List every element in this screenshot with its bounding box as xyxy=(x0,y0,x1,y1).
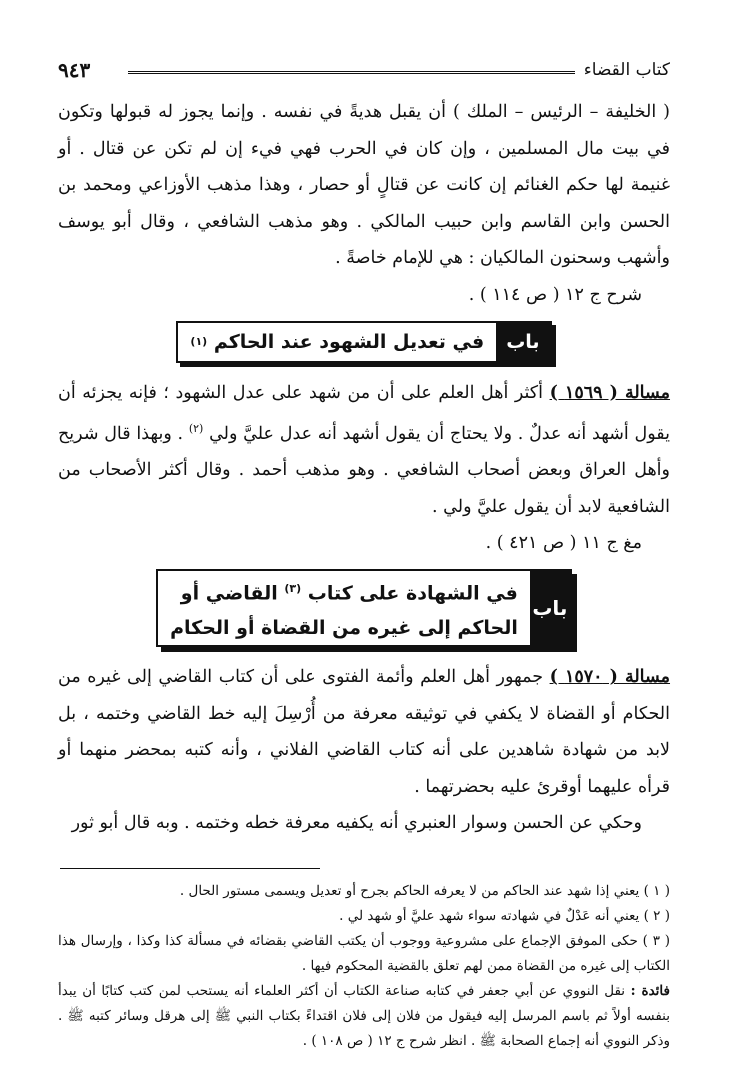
running-header xyxy=(58,60,670,86)
header-rule xyxy=(128,71,575,77)
chapter-title-2-line1b: القاضي أو xyxy=(180,582,285,605)
book-page xyxy=(58,60,670,1054)
chapter-heading-1 xyxy=(58,321,670,363)
footnote-3: ( ٣ ) حكى الموفق الإجماع على مشروعية ووجوب أن يكتب القاضي بقضائه في مسألة كذا وكذا ، وإرسال هذا الكتاب إلى غيره من القضاة ممن لهم تعلق بالقضية المحكوم فيها . xyxy=(58,932,670,974)
chapter-heading-2 xyxy=(58,569,670,647)
fawaid-note xyxy=(58,979,670,1054)
chapter-title-2 xyxy=(158,571,530,645)
masala-text-1b: . وبهذا قال شريح وأهل العراق وبعض أصحاب الشافعي . وهو مذهب أحمد . وقال أكثر الأصحاب من الشافعية لابد أن يقول عليَّ ولي . xyxy=(58,423,670,517)
footnote-marker-2: (٢) xyxy=(188,422,204,435)
book-title: كتاب القضاء xyxy=(583,60,670,80)
intro-paragraph: ( الخليفة – الرئيس – الملك ) أن يقبل هديةً في نفسه . وإنما يجوز له قبولها وتكون في بيت مال المسلمين ، وإن كان في الحرب فهي فيء إن لم تكن عن قتال . أو غنيمة لها حكم الغنائم إن كانت عن قتالٍ أو حصار ، وهذا مذهب الأوزاعي ومحمد بن الحسن وابن القاسم وابن حبيب المالكي . وهو مذهب الشافعي ، وقال أبو يوسف وأشهب وسحنون المالكيان : هي للإمام خاصةً . xyxy=(58,102,670,268)
fawaid-text: نقل النووي عن أبي جعفر في كتابه صناعة الكتاب أن أكثر العلماء أنه يستحب لمن كتب كتابًا أن يبدأ بنفسه أولاً ثم باسم المرسل إليه فيقول من فلان إلى فلان اقتداءً بكتاب النبي ﷺ إلى هرقل وسائر كتبه ﷺ . وذكر النووي أنه إجماع الصحابة ﷺ . انظر شرح ج ١٢ ( ص ١٠٨ ) . xyxy=(58,982,670,1049)
main-text xyxy=(58,94,670,277)
footnote-marker-1: (١) xyxy=(190,335,208,348)
masala-1570 xyxy=(58,659,670,842)
masala-label-2: مسالة ( ١٥٧٠ ) xyxy=(549,667,671,688)
masala-label-1: مسالة ( ١٥٦٩ ) xyxy=(549,382,671,403)
chapter-tag-2: باب xyxy=(530,571,570,645)
masala-text-2: جمهور أهل العلم وأئمة الفتوى على أن كتاب القاضي إلى غيره من الحكام أو القضاة لا يكفي في توثيقه معرفة من أُرْسِلَ إليه خط القاضي وختمه ، بل لابد من شهادة شاهدين على أنه كتاب القاضي الفلاني ، وأنه كتبه بمحضر منهما أو قرأه عليهما أوقرئ عليه بحضرتهما . xyxy=(58,667,670,797)
footnote-1: ( ١ ) يعني إذا شهد عند الحاكم من لا يعرفه الحاكم بجرح أو تعديل ويسمى مستور الحال . xyxy=(179,882,670,899)
chapter-title-2-line1 xyxy=(170,572,518,610)
chapter-title-2-line2: الحاكم إلى غيره من القضاة أو الحكام xyxy=(170,616,518,639)
chapter-tag-1: باب xyxy=(496,323,549,361)
footnote-2: ( ٢ ) يعني أنه عَدْلٌ في شهادته سواء شهد عليَّ أو شهد لي . xyxy=(339,907,670,924)
chapter-title-1-text: في تعديل الشهود عند الحاكم xyxy=(213,330,485,353)
masala-1-reference: مغ ج ١١ ( ص ٤٢١ ) . xyxy=(485,533,642,554)
page-number: ٩٤٣ xyxy=(58,58,91,82)
footnote-separator xyxy=(60,868,320,869)
masala-text-1a: أكثر أهل العلم على أن من شهد على عدل الشهود ؛ فإنه يجزئه أن يقول أشهد أنه عدلٌ . ولا يحتاج أن يقول أشهد أنه عدل عليَّ ولي xyxy=(58,382,670,444)
masala-2-continuation: وحكي عن الحسن وسوار العنبري أنه يكفيه معرفة خطه وختمه . وبه قال أبو ثور xyxy=(71,813,642,834)
chapter-box-2 xyxy=(156,569,572,647)
footnote-marker-3: (٣) xyxy=(284,582,302,596)
chapter-title-1 xyxy=(178,323,496,361)
footnotes xyxy=(58,879,670,1054)
masala-1869 xyxy=(58,375,670,526)
fawaid-label: فائدة : xyxy=(630,982,670,999)
chapter-title-2-line1a: في الشهادة على كتاب xyxy=(301,582,518,605)
intro-reference: شرح ج ١٢ ( ص ١١٤ ) . xyxy=(468,284,642,305)
chapter-box-1 xyxy=(176,321,551,363)
